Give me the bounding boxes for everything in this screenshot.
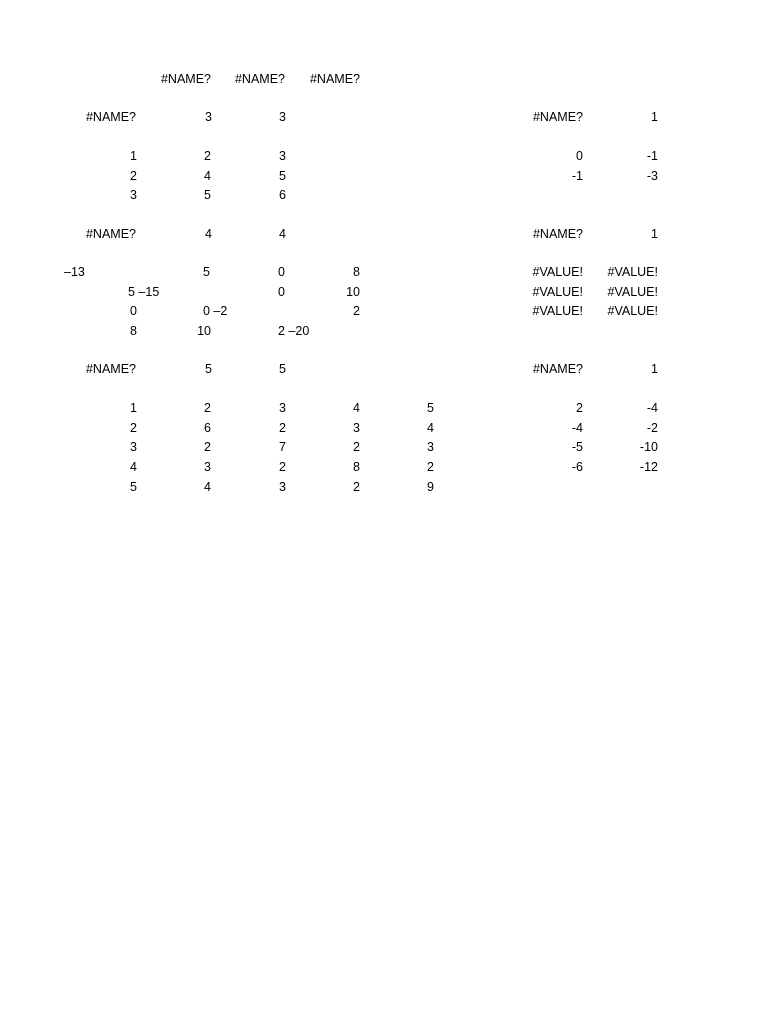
block3-cell-4-4: 8	[353, 460, 360, 474]
block3-cell-3-2: 2	[204, 440, 211, 454]
block3-cell-3-3: 7	[279, 440, 286, 454]
block2-line2-c: 0	[278, 285, 285, 299]
block2-right-cell-2-2: #VALUE!	[607, 285, 658, 299]
block3-cell-5-2: 4	[204, 480, 211, 494]
block1-right-cell-1-2: -1	[646, 149, 658, 163]
block3-right-cell-2-2: -2	[646, 421, 658, 435]
block3-cell-1-2: 2	[204, 401, 211, 415]
block3-cell-3-4: 2	[353, 440, 360, 454]
block3-cell-4-5: 2	[427, 460, 434, 474]
block1-cols-count: 3	[279, 110, 286, 124]
block2-line4-a: 8	[130, 324, 137, 338]
block3-right-cell-3-2: -10	[639, 440, 658, 454]
header-cell-2: #NAME?	[234, 72, 285, 86]
block1-right-cell-2-1: -1	[571, 169, 583, 183]
block3-right-cell-1-2: -4	[646, 401, 658, 415]
block1-right-value: 1	[651, 110, 658, 124]
block3-cell-1-3: 3	[279, 401, 286, 415]
block3-right-label: #NAME?	[532, 362, 583, 376]
block2-right-cell-1-2: #VALUE!	[607, 265, 658, 279]
block3-cols-count: 5	[279, 362, 286, 376]
block2-line1-a: –13	[64, 265, 85, 279]
block2-line1-b: 5	[203, 265, 210, 279]
block1-cell-1-3: 3	[279, 149, 286, 163]
block3-cell-2-2: 6	[204, 421, 211, 435]
block2-line4-b: 10	[197, 324, 211, 338]
block3-right-value: 1	[651, 362, 658, 376]
block3-cell-5-1: 5	[130, 480, 137, 494]
block3-right-cell-1-1: 2	[576, 401, 583, 415]
block1-right-cell-2-2: -3	[646, 169, 658, 183]
block1-cell-1-2: 2	[204, 149, 211, 163]
block3-cell-4-3: 2	[279, 460, 286, 474]
block3-cell-1-1: 1	[130, 401, 137, 415]
block3-cell-5-4: 2	[353, 480, 360, 494]
block2-line4-c: 2 –20	[278, 324, 310, 338]
block1-cell-2-1: 2	[130, 169, 137, 183]
block3-right-cell-4-2: -12	[639, 460, 658, 474]
block2-line3-a: 0	[130, 304, 137, 318]
block3-right-cell-2-1: -4	[571, 421, 583, 435]
block1-label: #NAME?	[85, 110, 136, 124]
block2-cols-count: 4	[279, 227, 286, 241]
header-cell-3: #NAME?	[309, 72, 360, 86]
block2-line2-a: 5 –15	[128, 285, 160, 299]
block3-cell-2-5: 4	[427, 421, 434, 435]
block2-right-label: #NAME?	[532, 227, 583, 241]
block1-cell-2-2: 4	[204, 169, 211, 183]
block3-cell-2-4: 3	[353, 421, 360, 435]
block2-line3-b: 0 –2	[203, 304, 228, 318]
block3-cell-4-2: 3	[204, 460, 211, 474]
block2-line3-d: 2	[353, 304, 360, 318]
block3-cell-5-5: 9	[427, 480, 434, 494]
block2-right-cell-3-2: #VALUE!	[607, 304, 658, 318]
block3-cell-4-1: 4	[130, 460, 137, 474]
block3-cell-2-1: 2	[130, 421, 137, 435]
block1-right-cell-1-1: 0	[576, 149, 583, 163]
block3-label: #NAME?	[85, 362, 136, 376]
block1-cell-3-1: 3	[130, 188, 137, 202]
block3-right-cell-4-1: -6	[571, 460, 583, 474]
block2-right-value: 1	[651, 227, 658, 241]
header-cell-1: #NAME?	[160, 72, 211, 86]
block1-right-label: #NAME?	[532, 110, 583, 124]
block2-line1-c: 0	[278, 265, 285, 279]
block3-rows-count: 5	[205, 362, 212, 376]
block2-line1-d: 8	[353, 265, 360, 279]
block2-right-cell-1-1: #VALUE!	[532, 265, 583, 279]
block2-label: #NAME?	[85, 227, 136, 241]
block2-right-cell-2-1: #VALUE!	[532, 285, 583, 299]
block1-rows-count: 3	[205, 110, 212, 124]
block3-cell-5-3: 3	[279, 480, 286, 494]
block1-cell-1-1: 1	[130, 149, 137, 163]
block1-cell-3-3: 6	[279, 188, 286, 202]
block3-cell-1-4: 4	[353, 401, 360, 415]
block3-cell-3-5: 3	[427, 440, 434, 454]
block3-cell-2-3: 2	[279, 421, 286, 435]
block2-rows-count: 4	[205, 227, 212, 241]
block3-cell-3-1: 3	[130, 440, 137, 454]
block3-right-cell-3-1: -5	[571, 440, 583, 454]
block2-line2-d: 10	[346, 285, 360, 299]
block1-cell-3-2: 5	[204, 188, 211, 202]
block1-cell-2-3: 5	[279, 169, 286, 183]
block2-right-cell-3-1: #VALUE!	[532, 304, 583, 318]
block3-cell-1-5: 5	[427, 401, 434, 415]
